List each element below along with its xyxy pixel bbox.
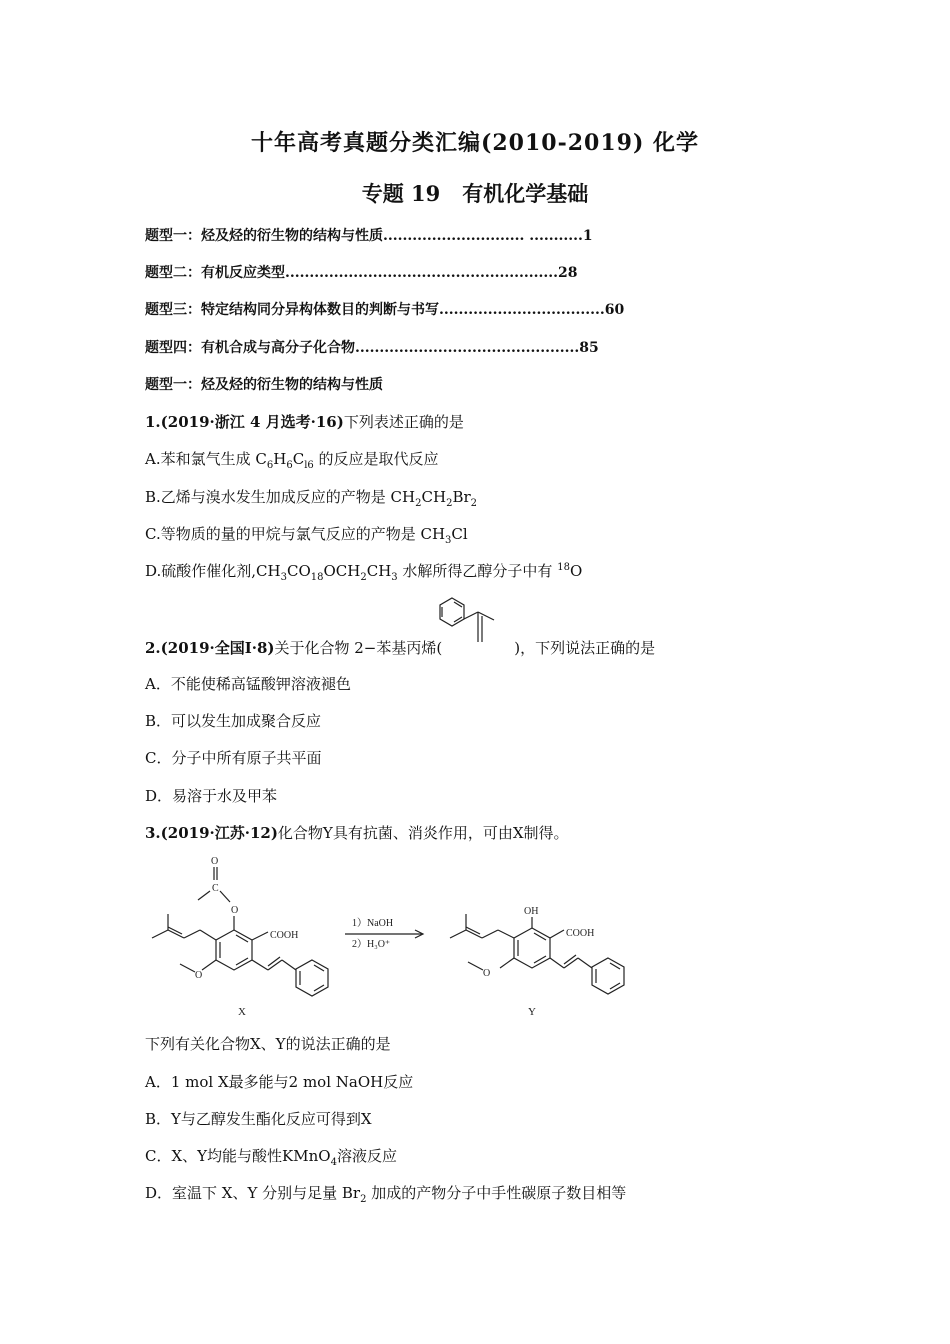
q3-source: 3.(2019·江苏·12) [145, 824, 278, 842]
bond [236, 935, 248, 942]
subscript: 2 [446, 498, 453, 509]
q3-option-d [145, 1182, 626, 1205]
q1-c-text: Cl [451, 525, 468, 543]
q2-stem [145, 637, 655, 658]
o-label: O [211, 856, 219, 867]
reaction-arrow [345, 917, 423, 950]
reaction-step-2: 2）H₃O⁺ [352, 939, 391, 950]
q1-a-text: 的反应是取代反应 [313, 450, 439, 468]
toc-label: 题型二：有机反应类型 [145, 265, 285, 281]
toc-entry[interactable] [145, 262, 577, 282]
bond [464, 612, 478, 619]
q2-option-d: D．易溶于水及甲苯 [145, 787, 278, 805]
q1-source: 1.(2019·浙江 4 月选考·16) [145, 413, 344, 431]
q1-d-text: O [569, 562, 583, 580]
bond [180, 964, 195, 972]
compound-y [450, 906, 624, 1018]
q3-d-text: 加成的产物分子中手性碳原子数目相等 [366, 1184, 627, 1202]
topic-number: 专题 19 [361, 181, 441, 206]
compound-x-label: X [238, 1006, 246, 1018]
q2-stem-text: )，下列说法正确的是 [514, 639, 656, 657]
q3-c-text: 溶液反应 [336, 1147, 397, 1165]
q1-a-text: C [292, 450, 305, 468]
benzene-ring [592, 958, 624, 994]
bond [564, 955, 576, 964]
q3-stem-text: 化合物Y具有抗菌、消炎作用，可由X制得。 [277, 824, 569, 842]
subscript: 6 [266, 460, 274, 471]
bond [202, 960, 216, 970]
toc-entry[interactable] [145, 337, 599, 357]
q3-d-text: D．室温下 X、Y 分别与足量 Br [145, 1184, 361, 1202]
q1-option-a [145, 448, 439, 471]
q3-option-c [145, 1145, 397, 1168]
aromatic-ring [514, 928, 550, 968]
topic-heading [0, 178, 950, 208]
q1-d-text: 水解所得乙醇分子中有 [397, 562, 558, 580]
q1-stem-text: 下列表述正确的是 [343, 413, 464, 431]
q3-stem [145, 822, 569, 843]
q1-option-d [145, 560, 582, 583]
q1-b-text: B.乙烯与溴水发生加成反应的产物是 CH [145, 488, 416, 506]
toc-label: 题型一：烃及烃的衍生物的结构与性质 [145, 228, 383, 244]
q3-option-b: B．Y与乙醇发生酯化反应可得到X [145, 1110, 372, 1128]
toc-page: 28 [557, 265, 578, 281]
bond [252, 960, 268, 970]
toc-page: 85 [579, 340, 599, 356]
bond [450, 930, 466, 938]
q3-question: 下列有关化合物X、Y的说法正确的是 [145, 1035, 391, 1053]
q2-option-b: B．可以发生加成聚合反应 [145, 712, 322, 730]
q2-source: 2.(2019·全国Ⅰ·8) [145, 639, 275, 657]
reaction-scheme [140, 850, 640, 1025]
bond [500, 958, 514, 968]
bond [534, 956, 546, 963]
q1-b-text: CH [421, 488, 447, 506]
subscript: 2 [360, 1194, 367, 1205]
aromatic-ring [216, 930, 252, 970]
bond [498, 930, 514, 938]
document-title: 十年高考真题分类汇编(2010-2019) 化学 [250, 130, 700, 156]
q1-d-text: CO [286, 562, 311, 580]
bond [152, 930, 168, 938]
subscript: 2 [415, 498, 422, 509]
subscript: l6 [304, 460, 314, 471]
bond [200, 930, 216, 940]
toc-dots: .................................. [439, 302, 605, 318]
bond [236, 958, 248, 965]
bond [550, 958, 564, 968]
bond [534, 933, 546, 940]
q1-c-text: C.等物质的量的甲烷与氯气反应的产物是 CH [145, 525, 446, 543]
o-label: O [483, 968, 491, 979]
bond [478, 612, 494, 620]
topic-name: 有机化学基础 [462, 181, 589, 206]
subscript: 3 [445, 535, 452, 546]
subscript: 2 [470, 498, 478, 509]
q2-stem-text: 关于化合物 2−苯基丙烯( [274, 639, 443, 657]
q3-option-a: A．1 mol X最多能与2 mol NaOH反应 [145, 1073, 414, 1091]
compound-x [152, 856, 328, 1018]
q1-option-b [145, 486, 477, 509]
toc-entry[interactable] [145, 225, 593, 245]
q1-option-c [145, 523, 468, 546]
benzene-ring [296, 960, 328, 996]
toc-dots: .............................................. [355, 340, 580, 356]
q1-d-text: CH [366, 562, 392, 580]
oh-label: OH [524, 906, 539, 917]
bond [550, 930, 564, 938]
superscript: 18 [557, 562, 570, 573]
bond [482, 930, 498, 938]
section-heading: 题型一：烃及烃的衍生物的结构与性质 [145, 377, 383, 393]
q3-c-text: C．X、Y均能与酸性KMnO [145, 1147, 331, 1165]
q1-a-text: H [273, 450, 287, 468]
compound-y-label: Y [528, 1006, 536, 1018]
o-label: O [231, 905, 239, 916]
subscript: 4 [330, 1157, 337, 1168]
toc-entry[interactable] [145, 299, 624, 319]
toc-label: 题型四：有机合成与高分子化合物 [145, 340, 355, 356]
bond [184, 930, 200, 938]
subscript: 3 [280, 572, 287, 583]
c-label: C [212, 883, 219, 894]
o-label: O [195, 970, 203, 981]
q1-stem [145, 411, 464, 432]
q1-d-text: OCH [323, 562, 361, 580]
toc-page: 60 [604, 302, 625, 318]
toc-dots: ............................. ........... [383, 228, 583, 244]
bond [198, 891, 210, 900]
subscript: 6 [286, 460, 293, 471]
q1-b-text: Br [452, 488, 471, 506]
bond [268, 957, 280, 966]
subscript: 18 [310, 572, 324, 583]
bond [282, 960, 296, 970]
benzene-ring [440, 598, 464, 626]
subscript: 3 [391, 572, 398, 583]
bond [578, 958, 592, 968]
cooh-label: COOH [270, 930, 299, 941]
toc-dots: ........................................................ [285, 265, 558, 281]
cooh-label: COOH [566, 928, 595, 939]
reaction-step-1: 1）NaOH [352, 918, 394, 929]
bond [252, 932, 268, 940]
q1-d-text: D.硫酸作催化剂,CH [145, 562, 281, 580]
subscript: 2 [360, 572, 367, 583]
toc-page: 1 [582, 228, 593, 244]
q2-option-a: A．不能使稀高锰酸钾溶液褪色 [145, 675, 351, 693]
q2-option-c: C．分子中所有原子共平面 [145, 749, 322, 767]
toc-label: 题型三：特定结构同分异构体数目的判断与书写 [145, 302, 439, 318]
bond [220, 891, 230, 902]
q1-a-text: A.苯和氯气生成 C [145, 450, 267, 468]
bond [468, 962, 483, 970]
